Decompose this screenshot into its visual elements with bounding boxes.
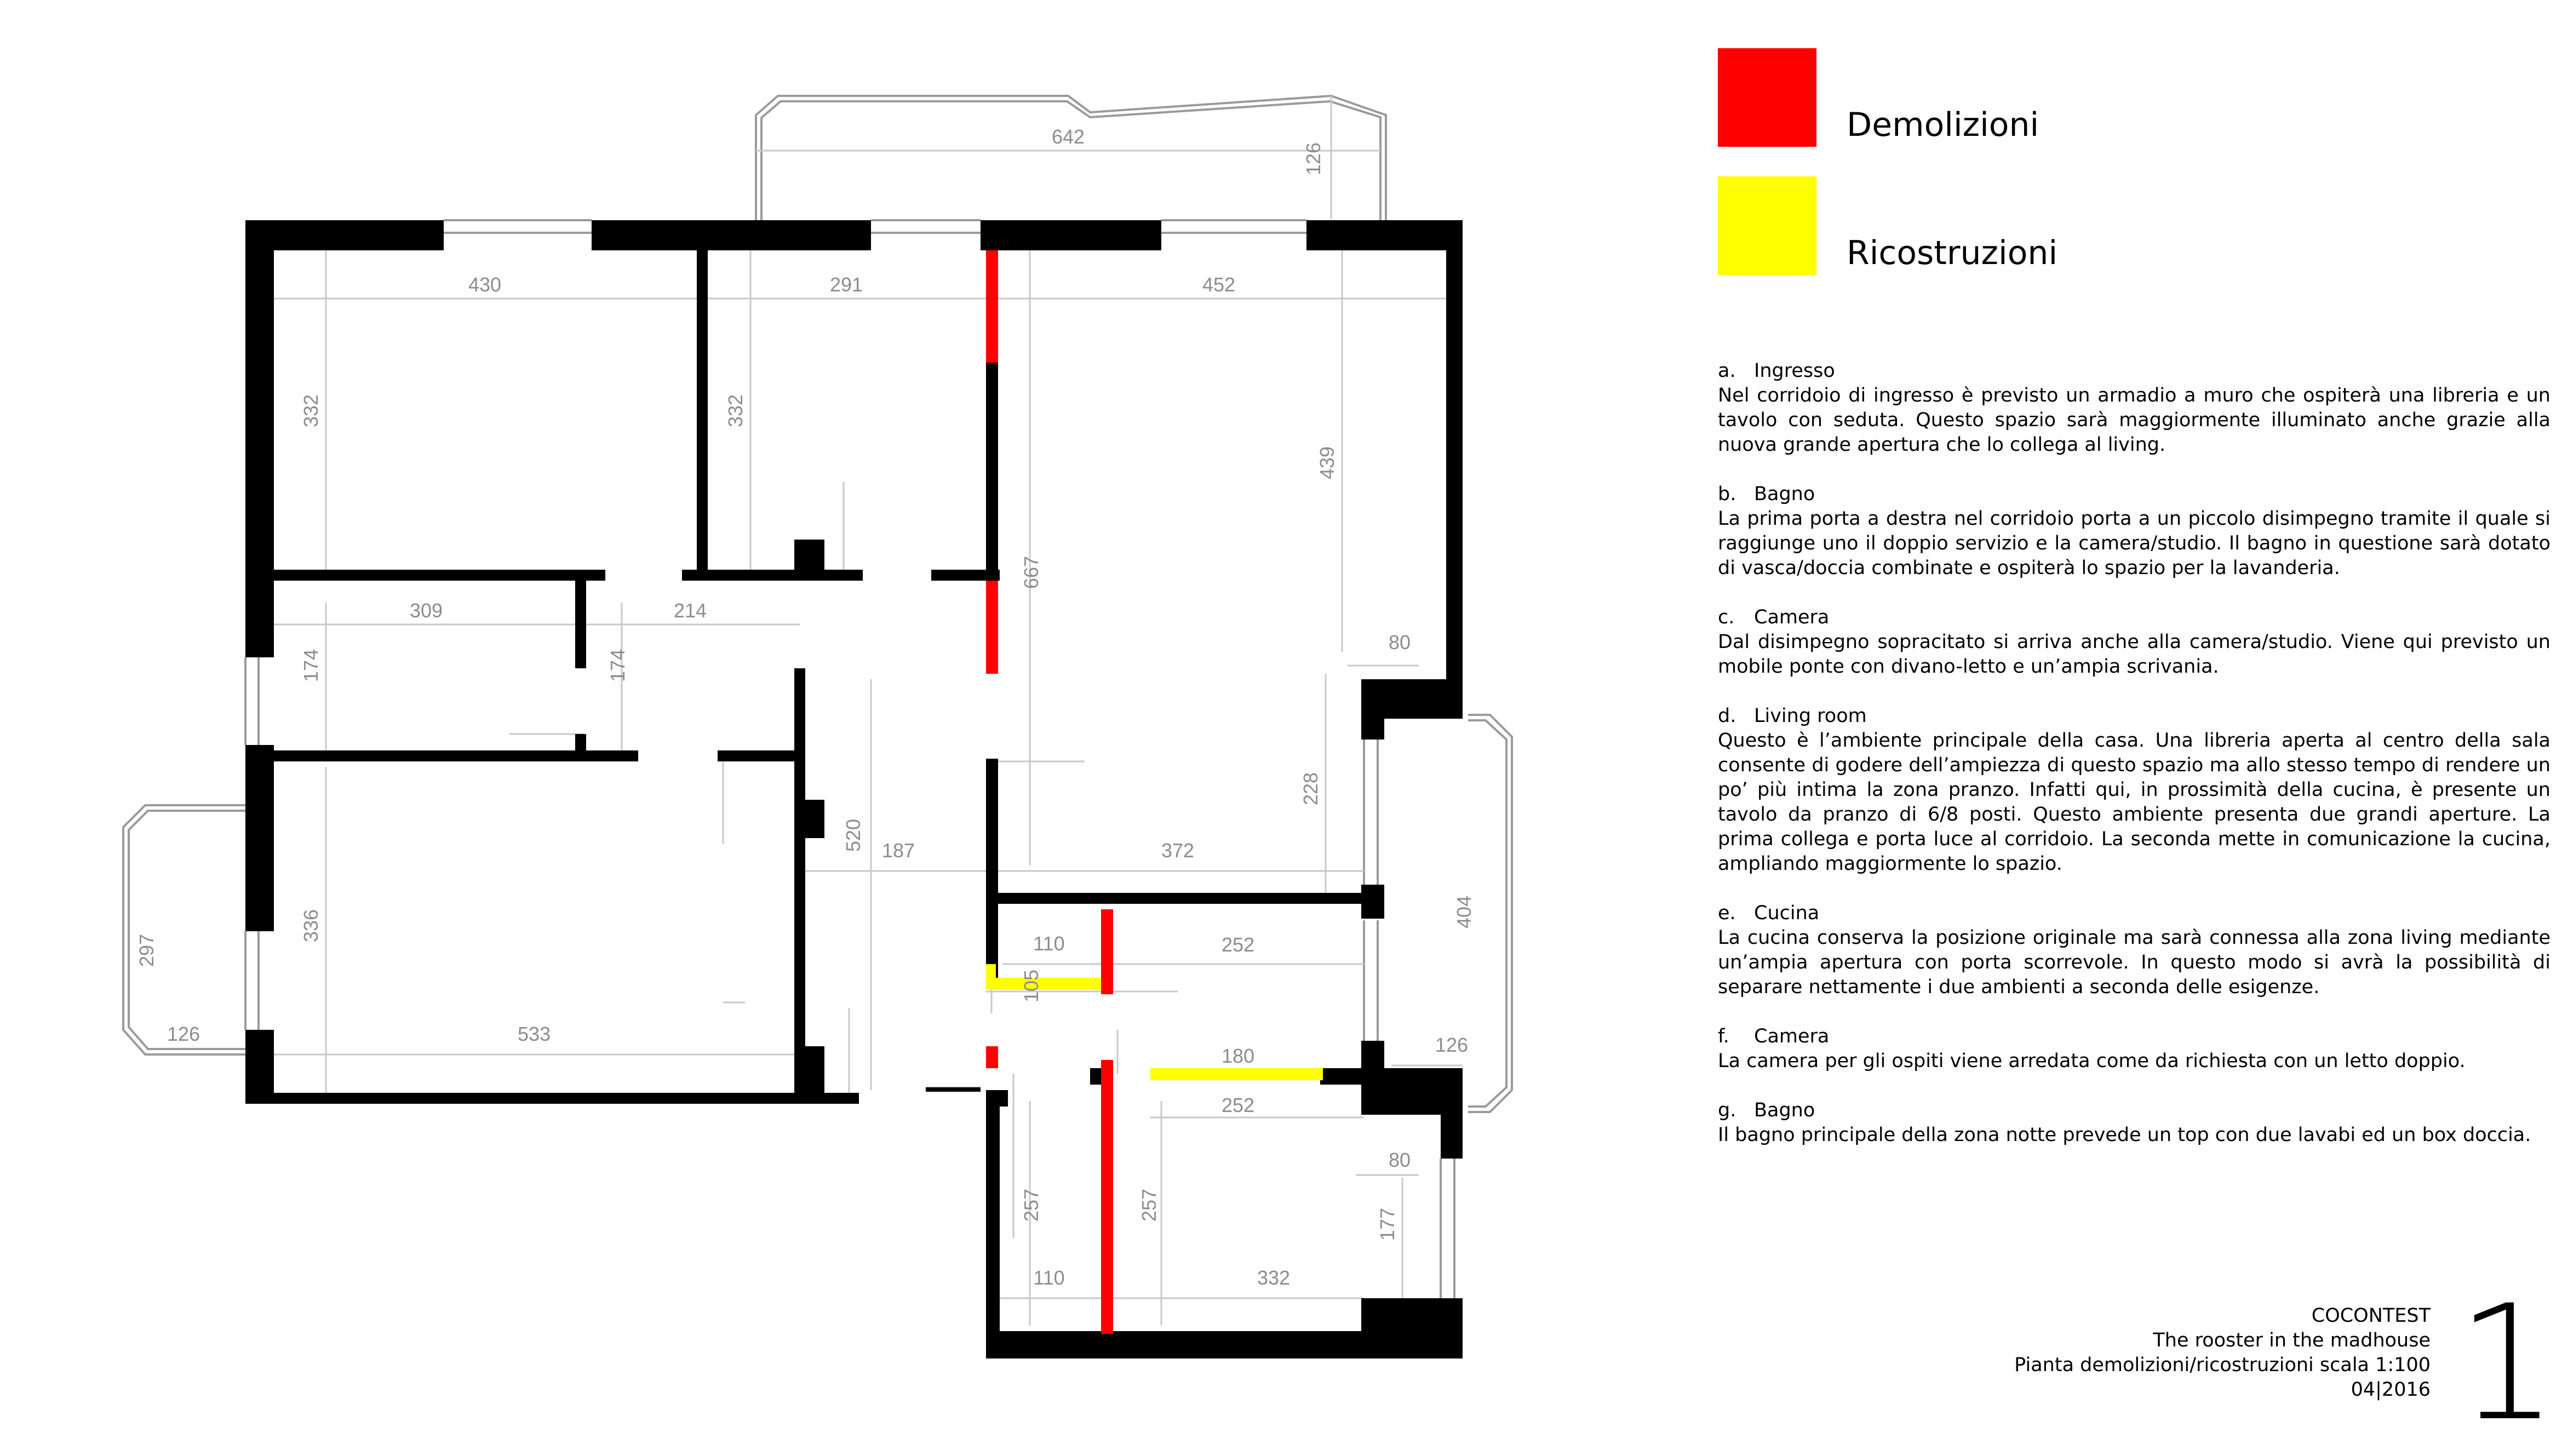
dim-label: 297 [135, 933, 158, 967]
dim-label: 332 [724, 394, 747, 428]
project-name: The rooster in the madhouse [2153, 1329, 2431, 1351]
note-letter: f. [1718, 1025, 1729, 1047]
dim-label: 174 [606, 649, 629, 683]
dimension-lines [268, 96, 1463, 1326]
note-camera-studio [1718, 605, 2550, 679]
contest-name: COCONTEST [2311, 1305, 2431, 1327]
dim-label: 642 [1051, 125, 1085, 148]
note-bagno [1718, 482, 2550, 581]
note-living-room [1718, 704, 2550, 876]
dim-label: 372 [1161, 839, 1195, 862]
dim-label: 404 [1453, 895, 1475, 929]
legend-label: Demolizioni [1847, 106, 2039, 144]
note-title: Bagno [1754, 483, 1815, 505]
demolition-walls [986, 250, 1113, 1334]
note-letter: c. [1718, 606, 1735, 628]
dim-label: 126 [1302, 142, 1325, 176]
note-letter: a. [1718, 360, 1736, 382]
note-title: Camera [1754, 606, 1830, 628]
dim-label: 252 [1221, 933, 1255, 956]
dim-label: 257 [1020, 1188, 1042, 1222]
note-title: Ingresso [1754, 360, 1835, 382]
dim-label: 126 [167, 1023, 200, 1045]
note-ingresso [1718, 359, 2550, 457]
dim-label: 126 [1435, 1034, 1469, 1056]
dim-label: 430 [468, 273, 502, 296]
dim-label: 309 [409, 599, 443, 622]
dim-label: 439 [1316, 446, 1338, 480]
note-title: Camera [1754, 1025, 1830, 1047]
dim-label: 291 [829, 273, 863, 296]
note-text: Dal disimpegno sopracitato si arriva anche alla camera/studio. Viene qui previsto un mobile ponte con divano-letto e un’ampia scrivania. [1718, 631, 2550, 678]
dim-label: 174 [300, 649, 322, 683]
dim-label: 180 [1221, 1045, 1255, 1067]
note-title: Bagno [1754, 1099, 1815, 1121]
dim-label: 332 [300, 394, 322, 428]
note-bagno-principale [1718, 1098, 2550, 1148]
legend-ricostruzioni [1718, 176, 2057, 275]
note-camera-ospiti [1718, 1024, 2550, 1074]
sheet-number: 1 [2457, 1271, 2558, 1456]
note-letter: b. [1718, 483, 1736, 505]
drawing-title: Pianta demolizioni/ricostruzioni scala 1:100 [2014, 1354, 2431, 1376]
dim-label: 80 [1388, 1149, 1411, 1171]
dim-label: 110 [1033, 932, 1065, 955]
dim-label: 257 [1138, 1188, 1160, 1222]
drawing-date: 04|2016 [2351, 1379, 2431, 1401]
note-title: Cucina [1754, 902, 1820, 924]
dim-label: 252 [1221, 1094, 1255, 1116]
note-title: Living room [1754, 705, 1867, 727]
dim-label: 452 [1202, 273, 1236, 296]
room-notes [1718, 359, 2550, 1172]
note-text: Il bagno principale della zona notte prevede un top con due lavabi ed un box doccia. [1718, 1124, 2531, 1146]
note-letter: e. [1718, 902, 1736, 924]
dim-label: 533 [517, 1023, 551, 1045]
dim-label: 187 [881, 839, 915, 862]
dim-label: 80 [1388, 631, 1411, 654]
legend-demolizioni [1718, 48, 2039, 147]
dim-label: 105 [1020, 969, 1042, 1003]
dim-label: 336 [300, 909, 322, 943]
dim-label: 667 [1020, 555, 1042, 589]
note-cucina [1718, 901, 2550, 1000]
note-text: Nel corridoio di ingresso è previsto un armadio a muro che ospiterà una libreria e un tavolo con seduta. Questo spazio sarà maggiormente illuminato anche grazie alla nuova grande apertura che lo collega al living. [1718, 385, 2550, 456]
existing-walls [245, 220, 1463, 1358]
dim-label: 332 [1257, 1266, 1291, 1289]
dim-label: 110 [1033, 1266, 1065, 1289]
note-letter: d. [1718, 705, 1736, 727]
legend-label: Ricostruzioni [1847, 234, 2058, 272]
dim-label: 177 [1376, 1207, 1399, 1241]
note-text: La cucina conserva la posizione originale ma sarà connessa alla zona living mediante un’ampia apertura con porta scorrevole. In questo modo si avrà la possibilità di separare nettamente i due ambienti a seconda delle esigenze. [1718, 927, 2550, 998]
dim-label: 228 [1299, 772, 1322, 806]
title-block [2014, 1304, 2431, 1402]
note-text: La camera per gli ospiti viene arredata come da richiesta con un letto doppio. [1718, 1050, 2466, 1072]
note-letter: g. [1718, 1099, 1736, 1121]
dim-label: 520 [842, 818, 864, 852]
note-text: Questo è l’ambiente principale della casa. Una libreria aperta al centro della sala consente di godere dell’ampiezza di questo spazio ma allo stesso tempo di rendere un po’ più intima la zona pranzo. Infatti qui, in prossimità della cucina, è presente un tavolo da pranzo di 6/8 posti. Questo ambiente presenta due grandi aperture. La prima collega e porta luce al corridoio. La seconda mette in comunicazione la cucina, ampliando maggiormente lo spazio. [1718, 730, 2550, 875]
dim-label: 214 [673, 599, 707, 622]
legend-swatch-yellow [1718, 176, 1816, 275]
note-text: La prima porta a destra nel corridoio porta a un piccolo disimpegno tramite il quale si raggiunge uno il doppio servizio e la camera/studio. Il bagno in questione sarà dotato di vasca/doccia combinate e ospiterà lo spazio per la lavanderia. [1718, 508, 2550, 579]
legend-swatch-red [1718, 48, 1816, 147]
